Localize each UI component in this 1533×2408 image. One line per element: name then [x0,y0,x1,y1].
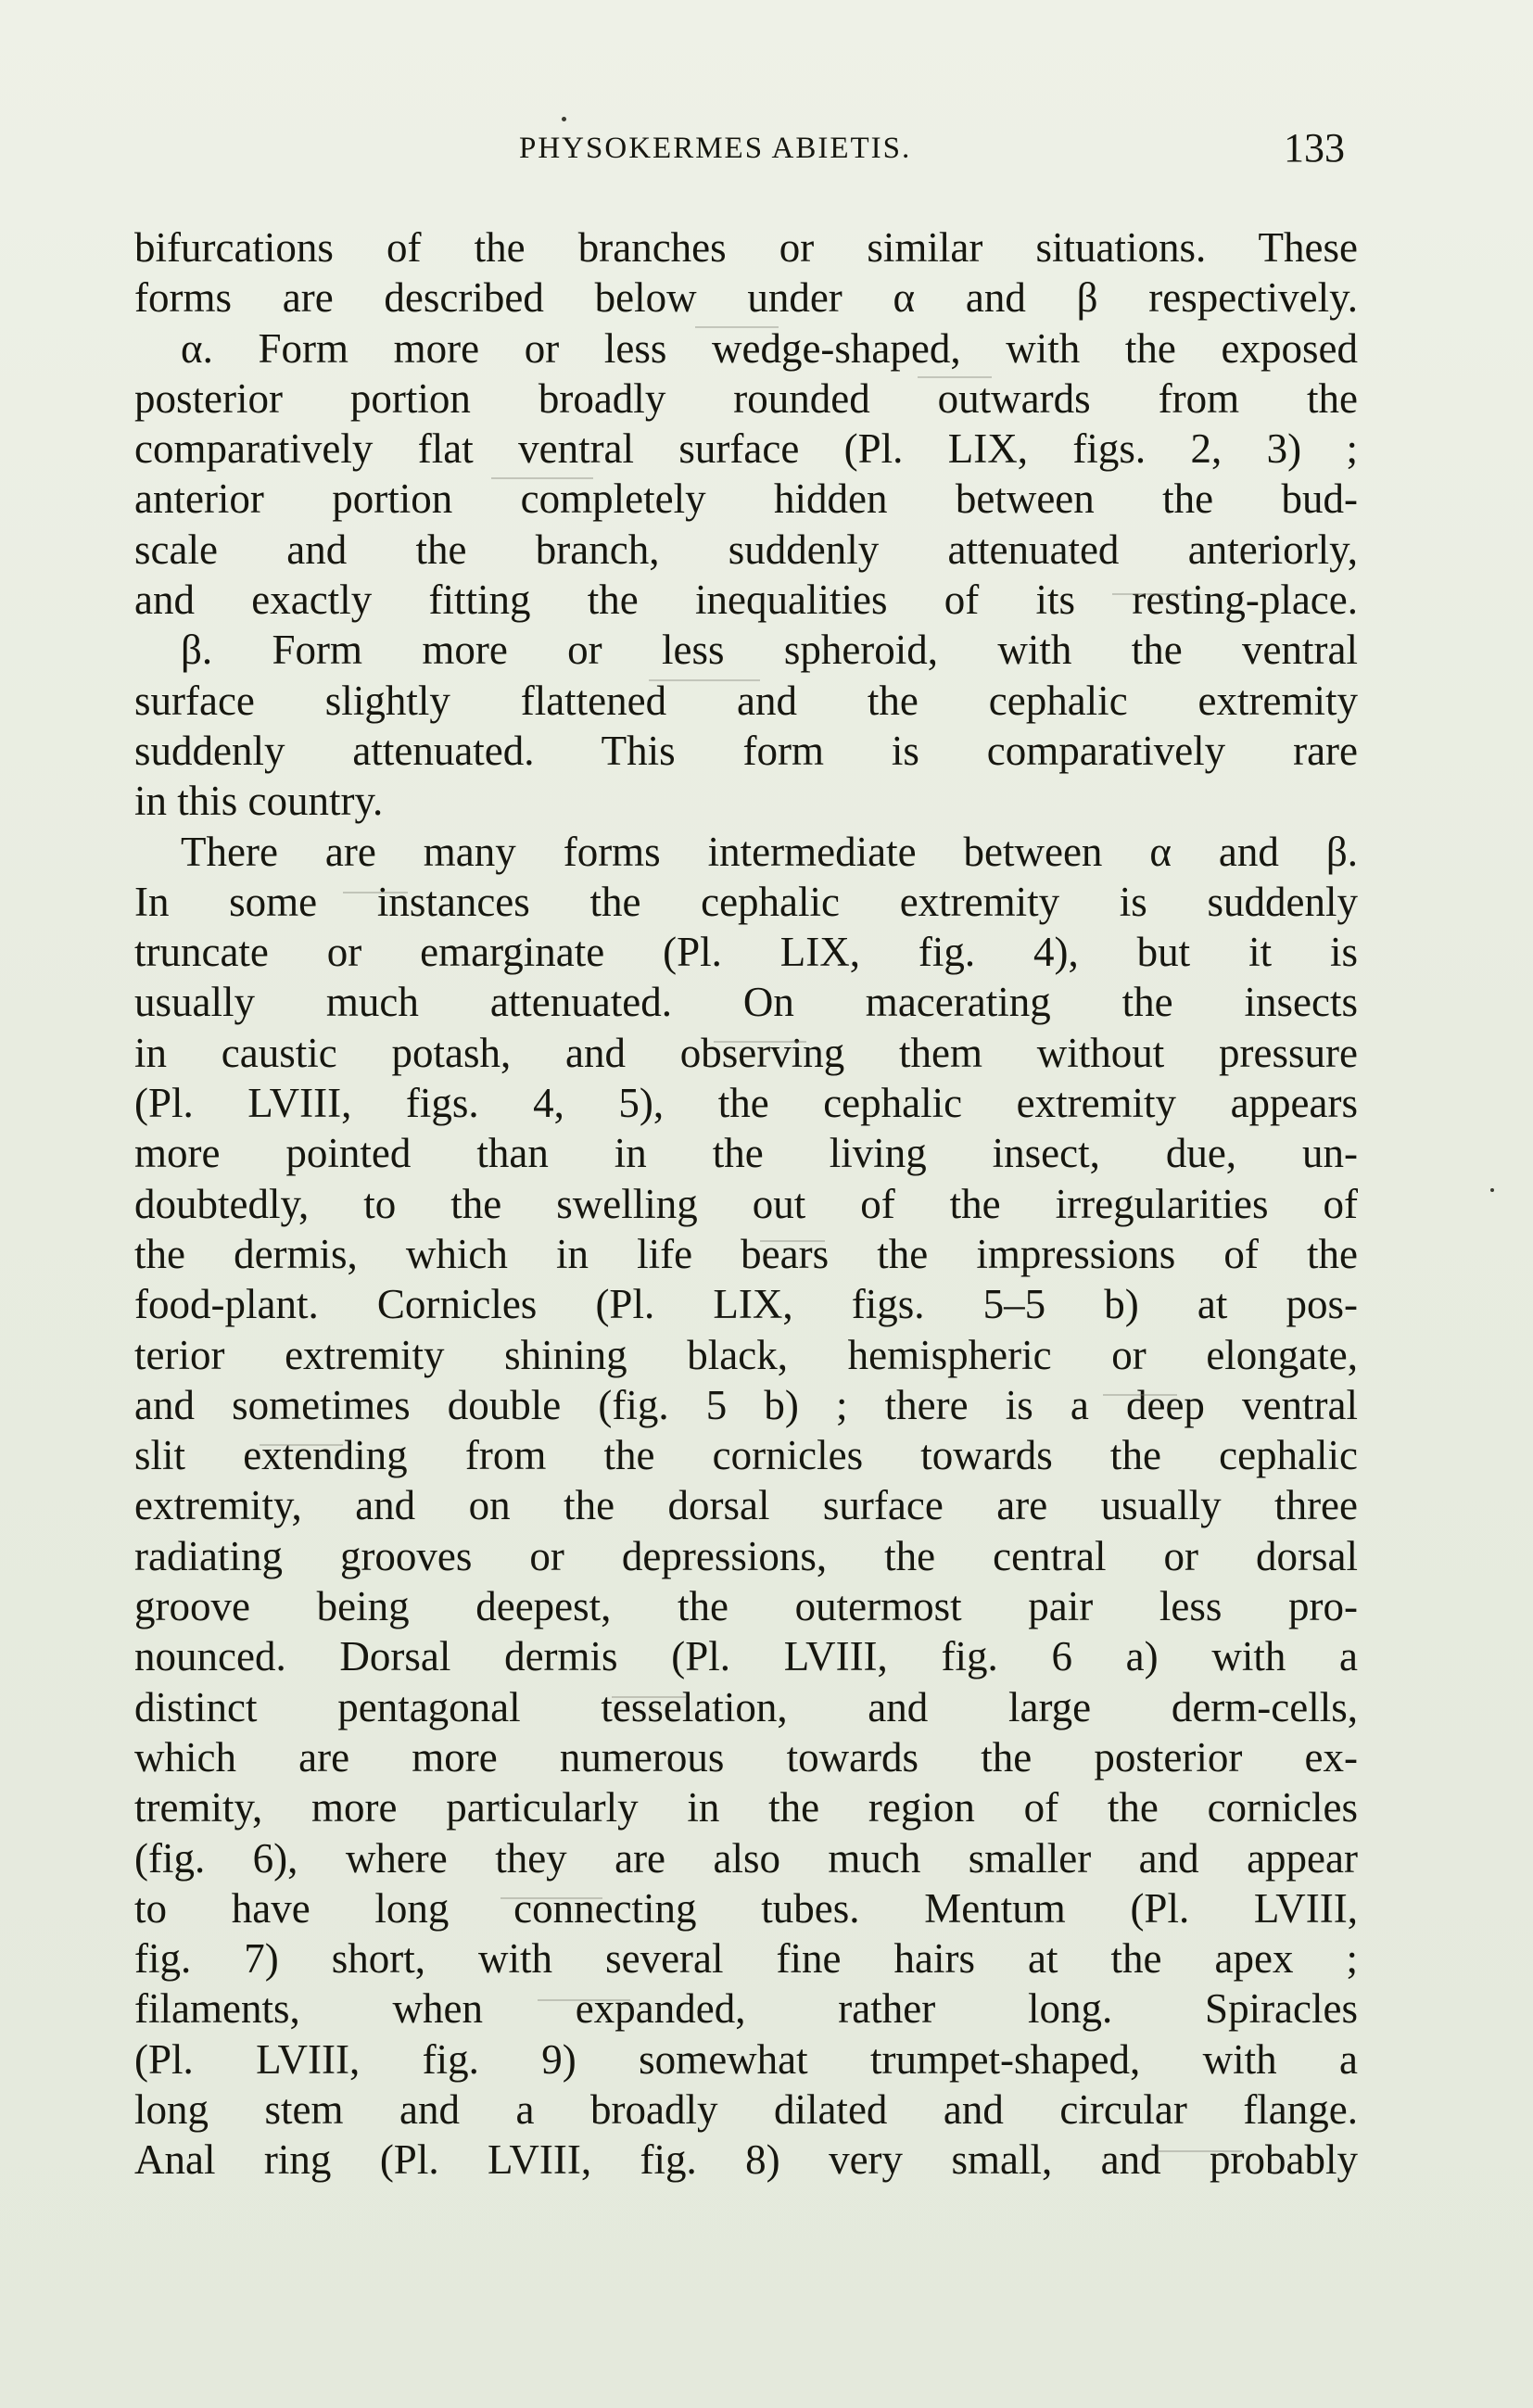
body-text [134,222,1358,2186]
text-line: scale and the branch, suddenly attenuated anteriorly, [134,526,1358,573]
text-line: and sometimes double (fig. 5 b) ; there is a deep ventral [134,1381,1358,1428]
text-line: filaments, when expanded, rather long. Spiracles [134,1985,1358,2033]
text-line: in caustic potash, and observing them without pressure [134,1029,1358,1076]
text-line: truncate or emarginate (Pl. LIX, fig. 4), but it is [134,929,1358,976]
text-line: the dermis, which in life bears the impressions of the [134,1230,1358,1277]
text-line: which are more numerous towards the posterior ex- [134,1733,1358,1781]
text-line: (Pl. LVIII, fig. 9) somewhat trumpet-shaped, with a [134,2035,1358,2083]
text-line: comparatively flat ventral surface (Pl. LIX, figs. 2, 3) ; [134,425,1358,473]
text-line: posterior portion broadly rounded outwards from the [134,374,1358,422]
pencil-mark [714,1041,806,1043]
text-line: Anal ring (Pl. LVIII, fig. 8) very small, and probably [134,2136,1358,2184]
text-line: tremity, more particularly in the region of the cornicles [134,1784,1358,1831]
ink-speck [1490,1188,1494,1192]
text-line: food-plant. Cornicles (Pl. LIX, figs. 5–5 b) at pos- [134,1281,1358,1328]
page-number: 133 [1284,125,1345,171]
text-line: distinct pentagonal tesselation, and large derm-cells, [134,1683,1358,1730]
text-line: groove being deepest, the outermost pair less pro- [134,1583,1358,1630]
text-line: fig. 7) short, with several fine hairs at the apex ; [134,1935,1358,1983]
running-title: PHYSOKERMES ABIETIS. [519,132,912,165]
text-line: α. Form more or less wedge-shaped, with the exposed [181,324,1358,372]
text-line: and exactly fitting the inequalities of its resting-place. [134,577,1358,624]
text-line: In some instances the cephalic extremity is suddenly [134,878,1358,925]
text-line: radiating grooves or depressions, the central or dorsal [134,1532,1358,1579]
pencil-mark [343,892,408,893]
running-head [0,125,1533,184]
pencil-mark [500,1897,602,1899]
pencil-mark [695,326,779,328]
pencil-mark [538,1999,630,2001]
text-line: more pointed than in the living insect, due, un- [134,1130,1358,1177]
pencil-mark [649,679,760,681]
text-line: anterior portion completely hidden between the bud- [134,475,1358,523]
ink-speck [562,117,566,121]
text-line: long stem and a broadly dilated and circular flange. [134,2085,1358,2133]
text-line: β. Form more or less spheroid, with the ventral [181,627,1358,674]
pencil-mark [612,1696,686,1698]
pencil-mark [1103,1394,1177,1396]
text-line: usually much attenuated. On macerating the insects [134,979,1358,1026]
pencil-mark [1112,593,1196,595]
text-line: bifurcations of the branches or similar situations. These [134,224,1358,271]
text-line: terior extremity shining black, hemispheric or elongate, [134,1331,1358,1378]
text-line: extremity, and on the dorsal surface are usually three [134,1482,1358,1529]
text-line: suddenly attenuated. This form is comparatively rare [134,727,1358,774]
text-line: surface slightly flattened and the cephalic extremity [134,677,1358,724]
text-line: nounced. Dorsal dermis (Pl. LVIII, fig. 6 a) with a [134,1633,1358,1680]
pencil-mark [491,477,593,479]
pencil-mark [760,1240,825,1242]
text-line: (fig. 6), where they are also much smaller and appear [134,1834,1358,1882]
pencil-mark [1159,2150,1242,2152]
text-line: doubtedly, to the swelling out of the irregularities of [134,1180,1358,1227]
text-line: There are many forms intermediate between α and β. [181,828,1358,875]
pencil-mark [918,376,992,378]
pencil-mark [260,1444,343,1446]
text-line: (Pl. LVIII, figs. 4, 5), the cephalic extremity appears [134,1080,1358,1127]
text-line: in this country. [134,778,384,825]
text-line: slit extending from the cornicles towards the cephalic [134,1432,1358,1479]
text-line: forms are described below under α and β respectively. [134,274,1358,322]
text-line: to have long connecting tubes. Mentum (Pl. LVIII, [134,1884,1358,1932]
